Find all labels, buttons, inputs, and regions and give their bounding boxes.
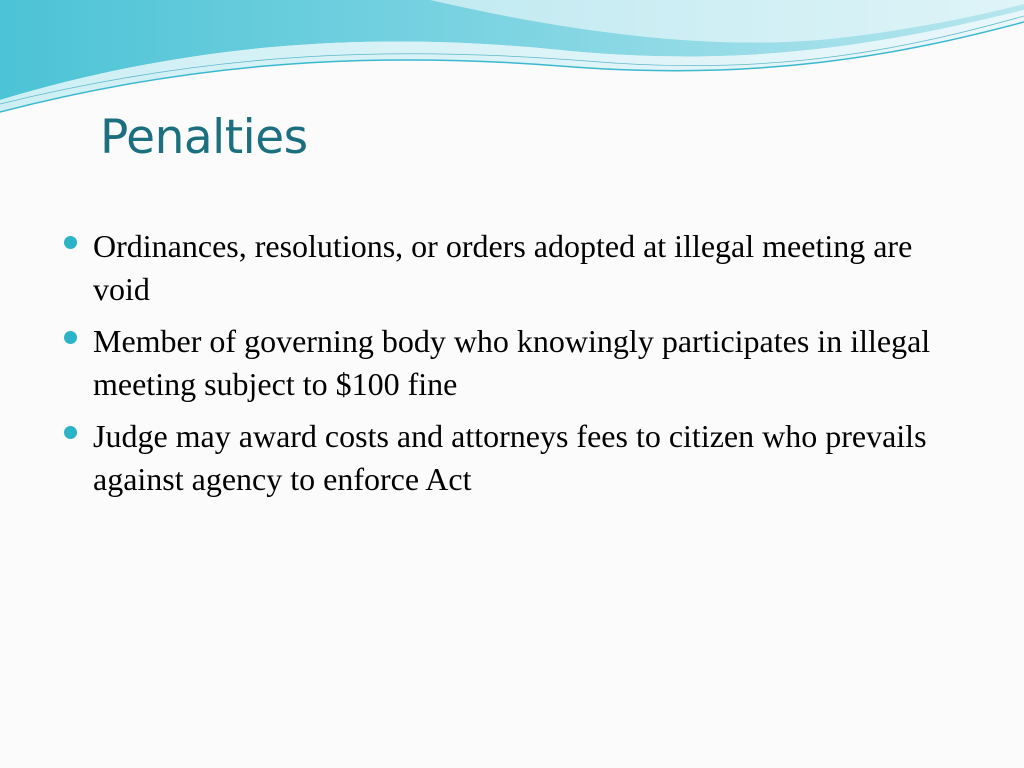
bullet-text: Ordinances, resolutions, or orders adopted at illegal meeting are void xyxy=(93,228,913,307)
header-wave-decoration xyxy=(0,0,1024,120)
bullet-dot-icon xyxy=(64,426,77,439)
bullet-item xyxy=(62,415,942,501)
slide-title: Penalties xyxy=(100,110,308,165)
bullet-item xyxy=(62,320,942,406)
bullet-text: Judge may award costs and attorneys fees to citizen who prevails against agency to enforce Act xyxy=(93,418,927,497)
bullet-dot-icon xyxy=(64,331,77,344)
bullet-dot-icon xyxy=(64,236,77,249)
bullet-list xyxy=(62,225,942,510)
bullet-text: Member of governing body who knowingly participates in illegal meeting subject to $100 fine xyxy=(93,323,931,402)
bullet-item xyxy=(62,225,942,311)
